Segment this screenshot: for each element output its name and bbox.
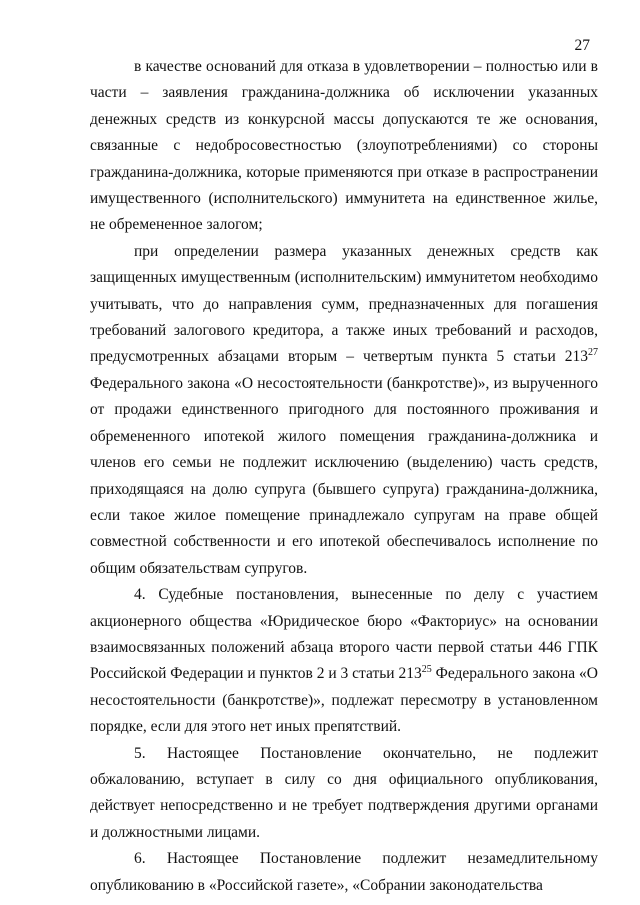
- paragraph-item-6: [90, 846, 598, 899]
- paragraph-text: в качестве оснований для отказа в удовлетворении – полностью или в части – заявления гражданина-должника об исключении указанных денежных средств из конкурсной массы допускаются те же основания, связанные с недобросовестностью (злоупотреблениями) со стороны гражданина-должника, которые применяются при отказе в распространении имущественного (исполнительского) иммунитета на единственное жилье, не обремененное залогом;: [90, 58, 598, 234]
- document-body: [90, 54, 598, 899]
- paragraph-text: при определении размера указанных денежных средств как защищенных имущественным (исполнительским) иммунитетом необходимо учитывать, что до направления сумм, предназначенных для погашения требований залогового кредитора, а также иных требований и расходов, предусмотренных абзацами вторым – четвертым пункта 5 статьи 213: [90, 242, 598, 366]
- article-superscript: 25: [421, 664, 432, 676]
- article-superscript: 27: [588, 347, 598, 359]
- paragraph-amount-determination: [90, 239, 598, 582]
- paragraph-item-4: [90, 582, 598, 740]
- paragraph-text: Федерального закона «О несостоятельности (банкротстве)», из вырученного от продажи единственного пригодного для постоянного проживания и обремененного ипотекой жилого помещения гражданина-должника и членов его семьи не подлежит исключению (выделению) часть средств, приходящаяся на долю супруга (бывшего супруга) гражданина-должника, если такое жилое помещение принадлежало супругам на праве общей совместной собственности и его ипотекой обеспечивалось исполнение по общим обязательствам супругов.: [90, 374, 598, 577]
- paragraph-item-5: [90, 741, 598, 847]
- paragraph-text: 6. Настоящее Постановление подлежит незамедлительному опубликованию в «Российской газете», «Собрании законодательства: [90, 850, 598, 894]
- paragraph-continuation: [90, 54, 598, 239]
- paragraph-text: Федерального закона «О несостоятельности (банкротстве)», подлежат пересмотру в установленном порядке, если для этого нет иных препятствий.: [90, 665, 598, 736]
- paragraph-text: 5. Настоящее Постановление окончательно, не подлежит обжалованию, вступает в силу со дня официального опубликования, действует непосредственно и не требует подтверждения другими органами и должностными лицами.: [90, 744, 598, 841]
- paragraph-text: 4. Судебные постановления, вынесенные по делу с участием акционерного общества «Юридическое бюро «Факториус» на основании взаимосвязанных положений абзаца второго части первой статьи 446 ГПК Российской Федерации и пунктов 2 и 3 статьи 213: [90, 586, 598, 683]
- page-number: 27: [574, 37, 590, 54]
